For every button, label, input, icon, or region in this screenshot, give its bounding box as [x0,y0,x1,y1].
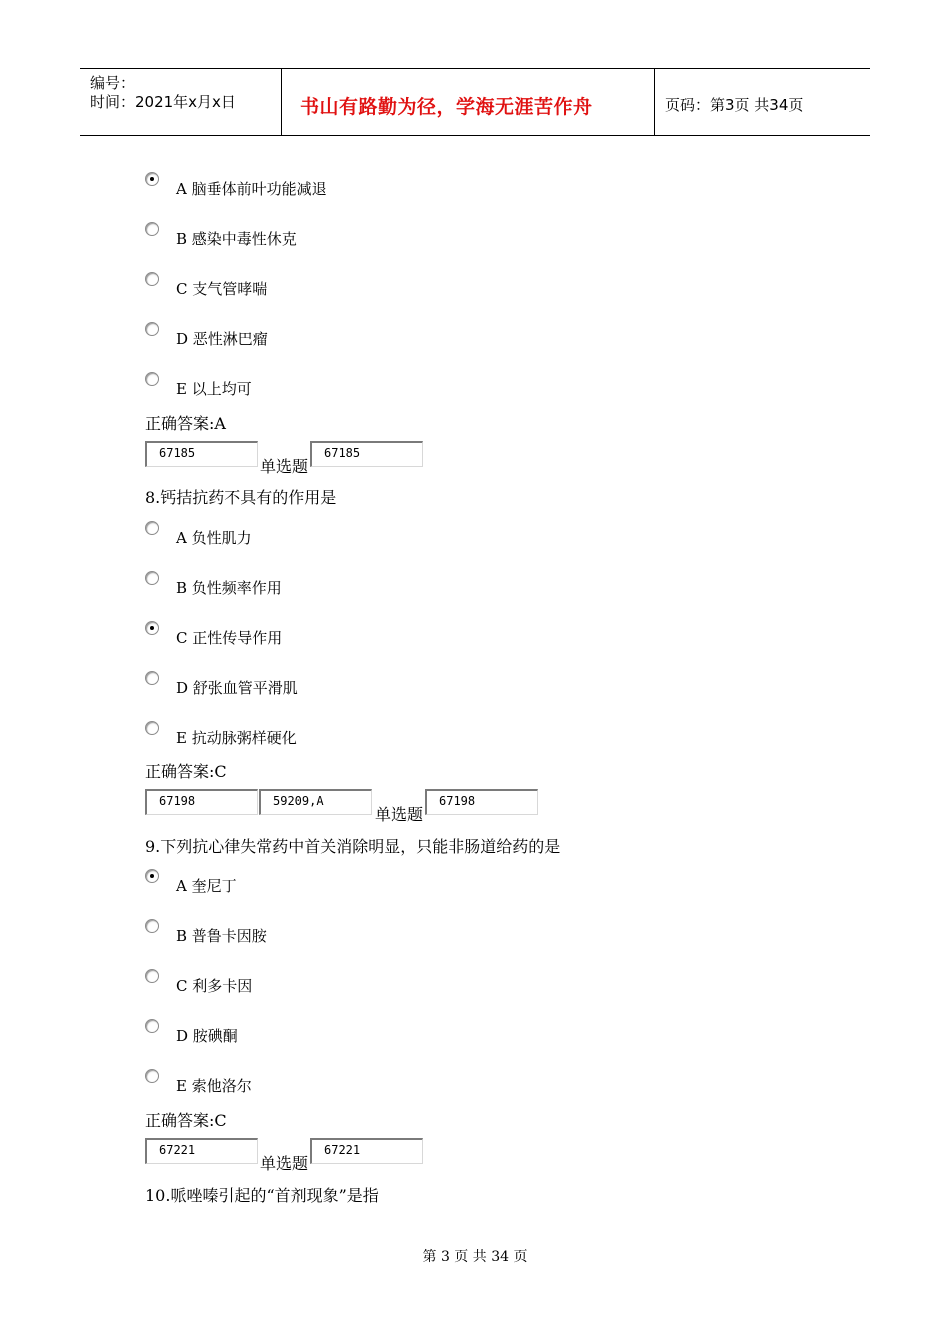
question-text: 8.钙拮抗药不具有的作用是 [145,488,337,507]
radio-option-a[interactable] [145,521,159,535]
option-label: D 舒张血管平滑肌 [176,679,298,697]
page-footer: 第 3 页 共 34 页 [422,1249,528,1265]
header-divider [281,68,282,136]
option-label: D 恶性淋巴瘤 [176,330,268,348]
radio-option-e[interactable] [145,721,159,735]
radio-option-c[interactable] [145,272,159,286]
question-text: 10.哌唑嗪引起的“首剂现象”是指 [145,1186,379,1205]
header-motto: 书山有路勤为径，学海无涯苦作舟 [300,96,593,118]
question-text: 9.下列抗心律失常药中首关消除明显，只能非肠道给药的是 [145,837,561,856]
header-divider [654,68,655,136]
id-field[interactable]: 67221 [310,1138,423,1164]
radio-option-b[interactable] [145,919,159,933]
page-indicator: 页码：第3页 共34页 [665,96,804,114]
id-field[interactable]: 67198 [145,789,258,815]
option-label: E 以上均可 [176,380,252,398]
option-label: A 负性肌力 [176,529,252,547]
id-field[interactable]: 67185 [310,441,423,467]
radio-option-e[interactable] [145,372,159,386]
option-label: B 负性频率作用 [176,579,282,597]
question-type-label: 单选题 [375,805,424,824]
option-label: A 脑垂体前叶功能减退 [176,180,327,198]
id-field[interactable]: 67198 [425,789,538,815]
header-top-border [80,68,870,69]
doc-number-label: 编号： [90,74,136,92]
option-label: C 利多卡因 [176,977,253,995]
option-label: B 普鲁卡因胺 [176,927,267,945]
doc-date-label: 时间：2021年x月x日 [90,93,236,111]
option-label: A 奎尼丁 [176,877,237,895]
id-field[interactable]: 67185 [145,441,258,467]
header-bottom-border [80,135,870,136]
question-type-label: 单选题 [260,1154,309,1173]
radio-option-b[interactable] [145,571,159,585]
radio-option-d[interactable] [145,671,159,685]
option-label: C 支气管哮喘 [176,280,268,298]
radio-selected-dot [150,626,154,630]
option-label: B 感染中毒性休克 [176,230,297,248]
option-label: E 抗动脉粥样硬化 [176,729,297,747]
radio-option-d[interactable] [145,1019,159,1033]
radio-option-d[interactable] [145,322,159,336]
radio-option-c[interactable] [145,969,159,983]
id-field[interactable]: 59209,A [259,789,372,815]
radio-option-c[interactable] [145,621,159,635]
radio-selected-dot [150,177,154,181]
radio-option-a[interactable] [145,172,159,186]
radio-selected-dot [150,874,154,878]
correct-answer: 正确答案:C [145,762,227,781]
correct-answer: 正确答案:C [145,1111,227,1130]
correct-answer: 正确答案:A [145,414,226,433]
option-label: C 正性传导作用 [176,629,283,647]
radio-option-e[interactable] [145,1069,159,1083]
option-label: E 索他洛尔 [176,1077,252,1095]
option-label: D 胺碘酮 [176,1027,238,1045]
radio-option-b[interactable] [145,222,159,236]
id-field[interactable]: 67221 [145,1138,258,1164]
question-type-label: 单选题 [260,457,309,476]
radio-option-a[interactable] [145,869,159,883]
